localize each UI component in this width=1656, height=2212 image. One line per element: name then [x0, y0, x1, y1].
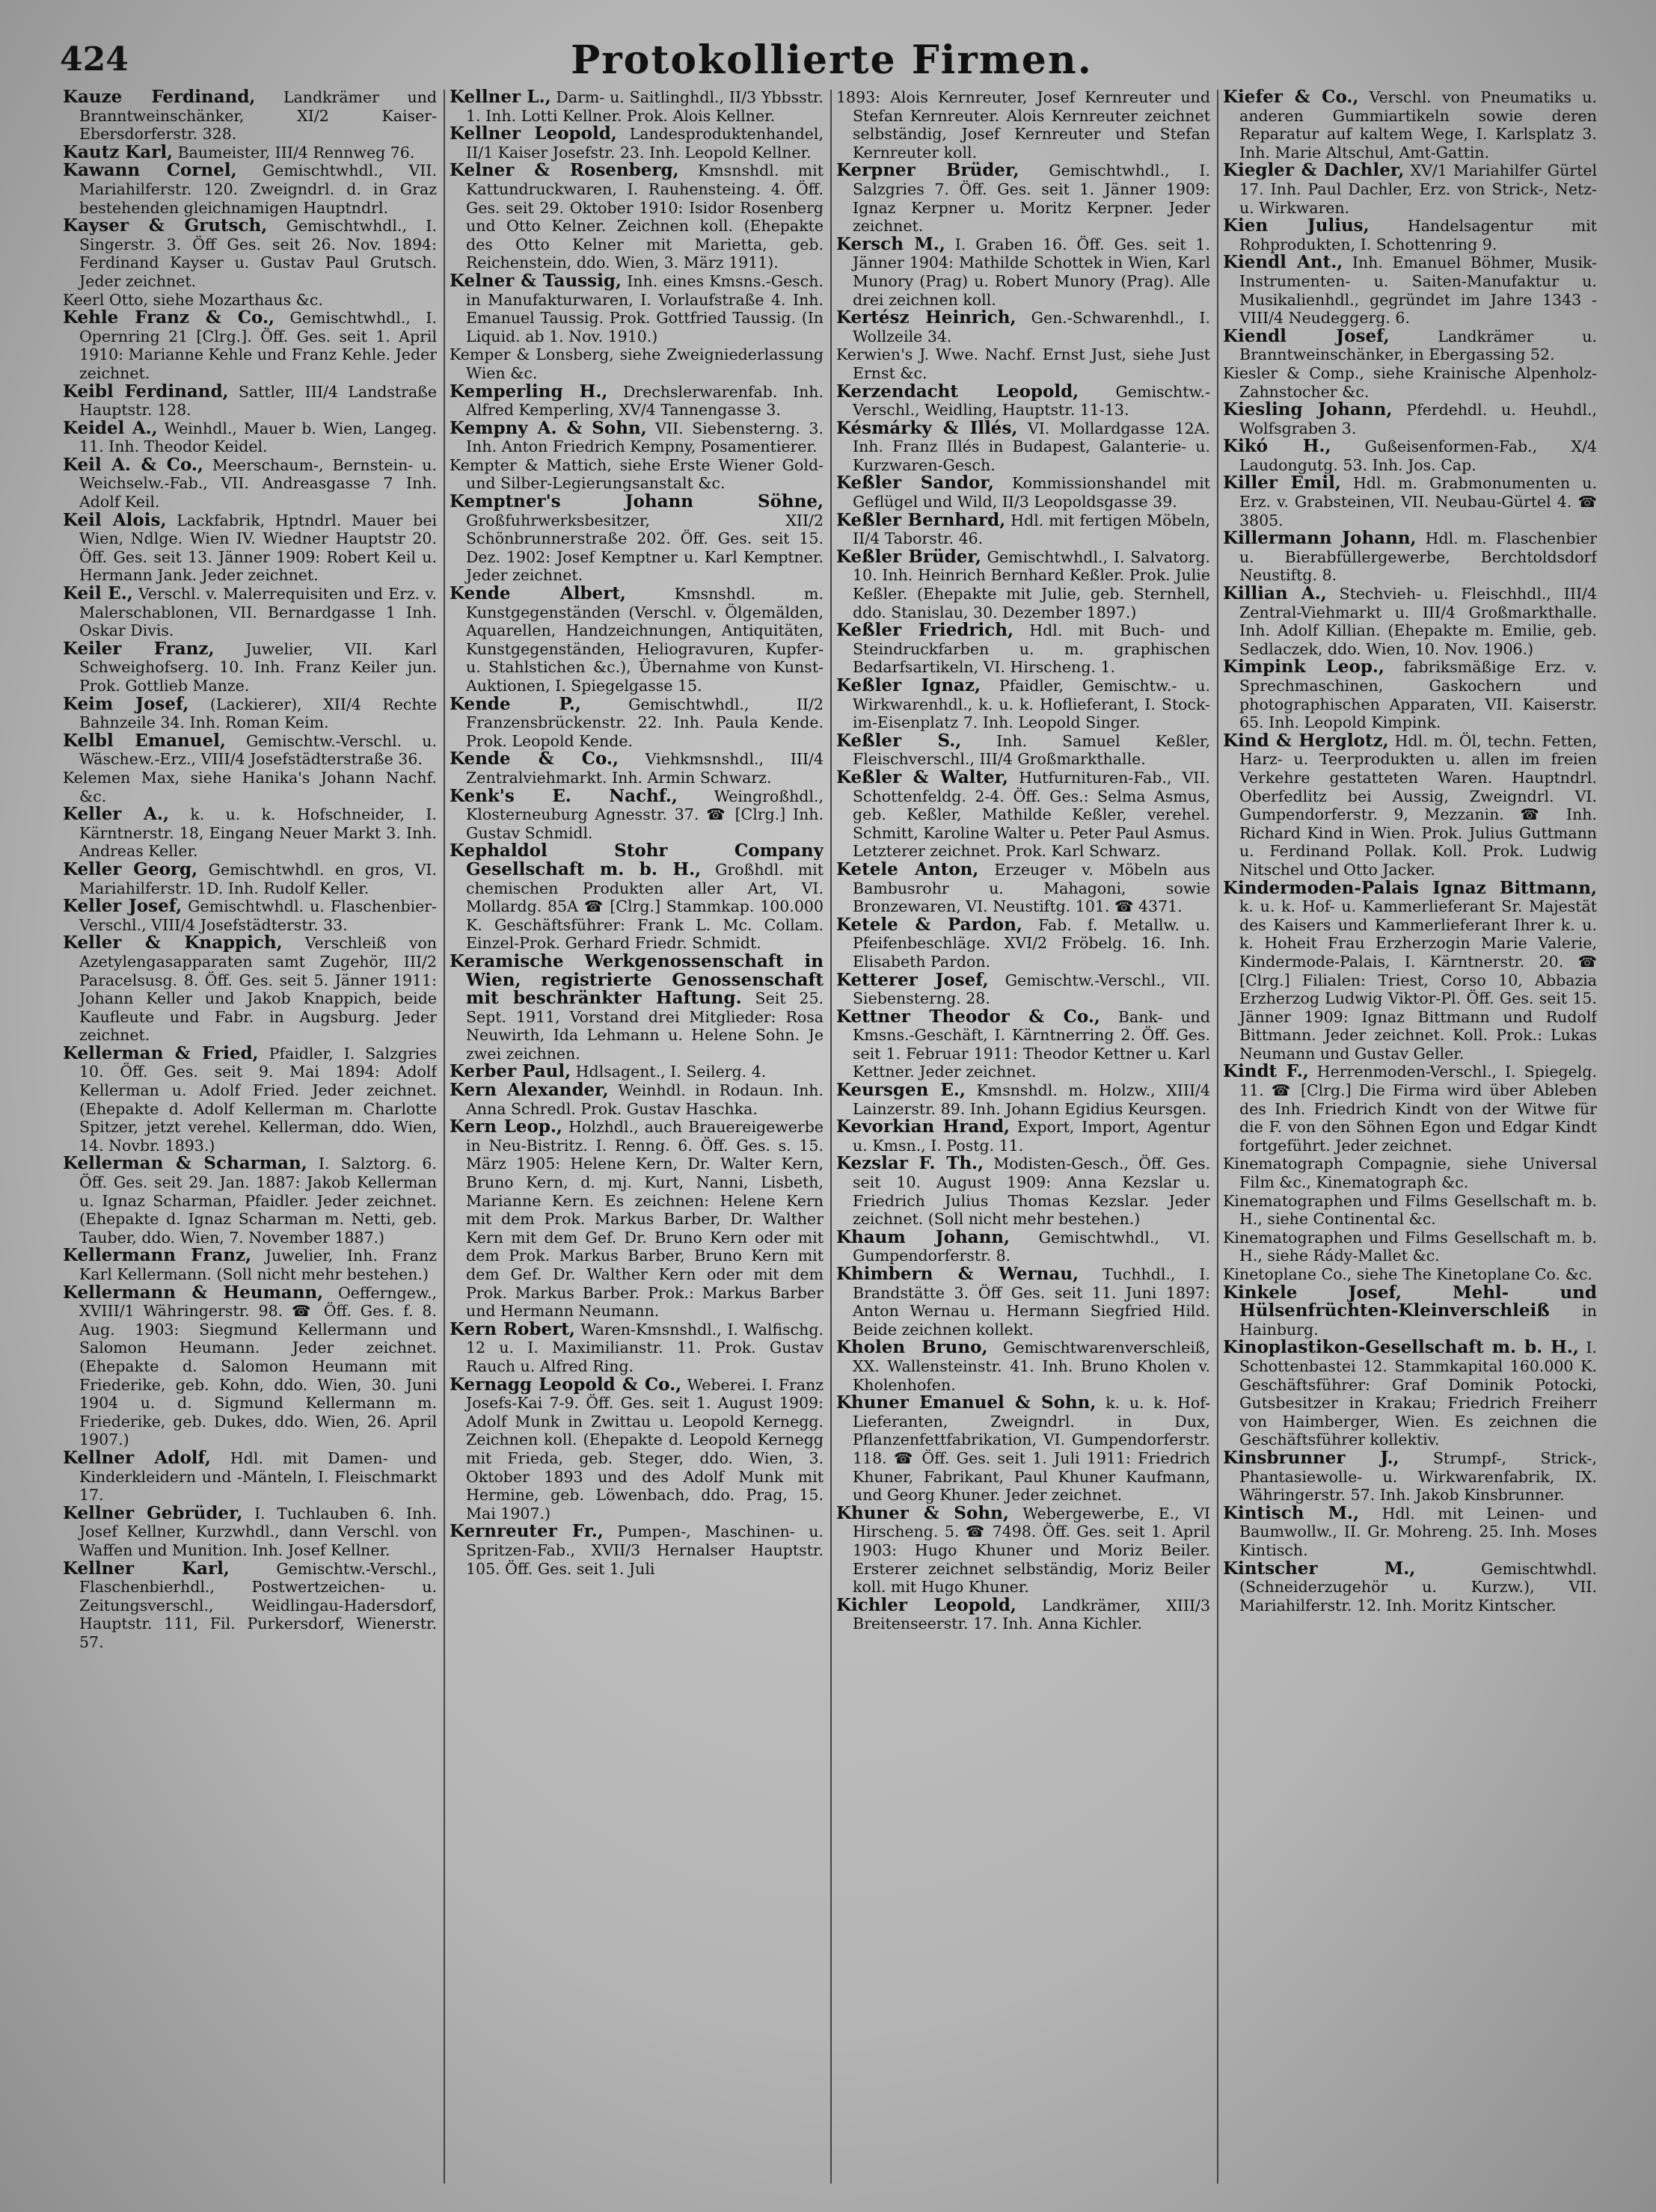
firm-entry — [1223, 658, 1597, 731]
firm-entry — [450, 1523, 824, 1578]
firm-details: Kinematographen und Films Gesellschaft m. b. H., siehe Continental &c. — [1223, 1191, 1597, 1229]
firm-name: Keßler Sandor, — [836, 473, 994, 494]
firm-entry — [1223, 879, 1597, 1063]
firm-name: Keramische Werkgenossenschaft in Wien, registrierte Genossenschaft mit beschränkter Haftung. — [450, 950, 824, 1009]
firm-entry — [450, 125, 824, 162]
firm-details: Keerl Otto, siehe Mozarthaus &c. — [63, 290, 323, 309]
firm-entry — [450, 493, 824, 585]
firm-entry — [63, 732, 437, 769]
firm-name: Kern Alexander, — [450, 1080, 609, 1101]
firm-name: Keim Josef, — [63, 693, 189, 714]
firm-entry — [836, 677, 1210, 732]
firm-name: Kayser & Grutsch, — [63, 215, 268, 236]
firm-entry — [450, 585, 824, 695]
firm-details: Landesproduktenhandel, II/1 Kaiser Josefstr. 23. Inh. Leopold Kellner. — [466, 125, 824, 162]
firm-entry — [450, 417, 824, 456]
firm-details: Gemischtwhdl. u. Flaschenbier-Verschl., VIII/4 Josefstädterstr. 33. — [79, 897, 437, 934]
firm-details: Gemischtw.-Verschl., Flaschenbierhdl., Postwertzeichen- u. Zeitungsverschl., Weidlingau-Hadersdorf, Hauptstr. 111, Fil. Purkersdorf, Wienerstr. 57. — [79, 1559, 437, 1651]
firm-name: Khimbern & Wernau, — [836, 1264, 1079, 1284]
firm-details: Holzhdl., auch Brauereigewerbe in Neu-Bistritz. I. Renng. 6. Öff. Ges. s. 15. März 1905: Helene Kern, Dr. Walter Kern, Bruno Kern, d. mj. Kurt, Nanni, Lisbeth, Marianne Kern. Es zeichnen: Helene Kern mit dem Prok. Markus Barber, Dr. Walther Kern mit dem Gef. Dr. Bruno Kern oder mit dem Prok. Markus Barber, Bruno Kern mit dem Gef. Dr. Walther Kern oder mit dem Prok. Markus Barber. Prok.: Markus Barber und Hermann Neumann. — [466, 1118, 824, 1321]
firm-entry — [450, 1081, 824, 1118]
firm-details: Gußeisenformen-Fab., X/4 Laudongutg. 53. Inh. Jos. Cap. — [1239, 437, 1597, 474]
firm-details: Pumpen-, Maschinen- u. Spritzen-Fab., XVII/3 Hernalser Hauptstr. 105. Öff. Ges. seit 1. Juli — [466, 1523, 824, 1578]
firm-details: Hdl. mit fertigen Möbeln, II/4 Taborstr. 46. — [853, 511, 1210, 548]
page-header — [60, 33, 1604, 85]
firm-entry — [63, 217, 437, 290]
firm-details: Großhdl. mit chemischen Produkten aller Art, VI. Mollardg. 85A ☎ [Clrg.] Stammkap. 100.000 K. Geschäftsführer: Frank L. Mc. Collam. Einzel-Prok. Gerhard Friedr. Schmidt. — [466, 860, 824, 953]
firm-name: Kichler Leopold, — [836, 1594, 1016, 1615]
firm-details: Hdl. m. Grabmonumenten u. Erz. v. Grabsteinen, VII. Neubau-Gürtel 4. ☎ 3805. — [1239, 474, 1597, 529]
firm-name: Kellerman & Fried, — [63, 1042, 259, 1063]
firm-name: Kellermann Franz, — [63, 1245, 252, 1266]
firm-entry — [63, 897, 437, 934]
firm-details: (Lackierer), XII/4 Rechte Bahnzeile 34. Inh. Roman Keim. — [79, 695, 437, 732]
firm-details: k. u. k. Hof- u. Kammerlieferant Sr. Majestät des Kaisers und Kammerlieferant Ihrer k. u. k. Hoheit Frau Erzherzogin Marie Valerie, Kindermode-Palais, I. Kärntnerstr. 20. ☎ [Clrg.] Filialen: Triest, Corso 10, Abbazia Erzherzog Ludwig Viktor-Pl. Öff. Ges. seit 15. Jänner 1909: Ignaz Bittmann und Rudolf Bittmann. Jeder zeichnet. Koll. Prok.: Lukas Neumann und Gustav Geller. — [1239, 897, 1597, 1063]
firm-name: Keßler & Walter, — [836, 766, 1009, 787]
firm-name: Killian A., — [1223, 583, 1327, 604]
firm-entry — [63, 1502, 437, 1560]
firm-name: Kern Robert, — [450, 1318, 575, 1339]
firm-entry — [63, 511, 437, 585]
firm-details: Gemischtwhdl. en gros, VI. Mariahilferstr. 1D. Inh. Rudolf Keller. — [79, 860, 437, 897]
firm-entry — [836, 971, 1210, 1008]
firm-details: Tuchhdl., I. Brandstätte 3. Öff Ges. seit 11. Juni 1897: Anton Wernau u. Hermann Siegfried Hild. Beide zeichnen kollekt. — [853, 1265, 1210, 1339]
firm-details: Kinematograph Compagnie, siehe Universal Film &c., Kinematograph &c. — [1223, 1155, 1597, 1192]
firm-details: VII. Siebensterng. 3. Inh. Anton Friedrich Kempny, Posamentierer. — [466, 419, 824, 456]
firm-details: Hdl. mit Leinen- und Baumwollw., II. Gr. Mohreng. 25. Inh. Moses Kintisch. — [1239, 1504, 1597, 1559]
firm-name: Keiler Franz, — [63, 638, 215, 659]
firm-entry — [1223, 1063, 1597, 1155]
page-number: 424 — [60, 40, 129, 79]
firm-entry — [1223, 1560, 1597, 1615]
firm-details: Kmsnshdl. m. Holzw., XIII/4 Lainzerstr. 89. Inh. Johann Egidius Keursgen. — [853, 1081, 1210, 1118]
firm-name: Keller & Knappich, — [63, 933, 283, 953]
firm-name: Kernreuter Fr., — [450, 1521, 604, 1542]
firm-name: Kellner Gebrüder, — [63, 1502, 243, 1523]
firm-details: fabriksmäßige Erz. v. Sprechmaschinen, Gaskochern und photographischen Apparaten, VII. Kaiserstr. 65. Inh. Leopold Kimpink. — [1239, 658, 1597, 732]
firm-details: Gemischtwhdl., I. Opernring 21 [Clrg.]. Öff. Ges. seit 1. April 1910: Marianne Kehle und Franz Kehle. Jeder zeichnet. — [79, 309, 437, 382]
firm-name: Kelner & Rosenberg, — [450, 160, 679, 181]
firm-details: XV/1 Mariahilfer Gürtel 17. Inh. Paul Dachler, Erz. von Strick-, Netz- u. Wirkwaren. — [1239, 162, 1597, 217]
firm-entry — [63, 934, 437, 1045]
firm-name: Kerber Paul, — [450, 1061, 571, 1082]
firm-entry — [836, 1339, 1210, 1394]
firm-details: Hdl. mit Buch- und Steindruckfarben u. m. graphischen Bedarfsartikeln, VI. Hirscheng. 1. — [853, 621, 1210, 677]
firm-name: Kevorkian Hrand, — [836, 1116, 1011, 1137]
firm-details: Kmsnshdl. m. Kunstgegenständen (Verschl. v. Ölgemälden, Aquarellen, Handzeichnungen, Antiquitäten, Kunstgegenständen, Heliogravuren, Kupfer- u. Stahlstichen &c.), Übernahme von Kunst-Auktionen, I. Spiegelgasse 15. — [466, 585, 824, 695]
firm-entry — [63, 88, 437, 144]
firm-name: Kerpner Brüder, — [836, 160, 1019, 181]
firm-name: Keursgen E., — [836, 1080, 966, 1101]
firm-name: Keidel A., — [63, 417, 158, 438]
firm-details: Kempter & Mattich, siehe Erste Wiener Gold- und Silber-Legierungsanstalt &c. — [450, 455, 824, 493]
firm-name: Khuner & Sohn, — [836, 1502, 1009, 1523]
firm-name: Kellermann & Heumann, — [63, 1282, 324, 1303]
firm-details: Gemischtwhdl., VII. Mariahilferstr. 120. Zweigndrl. d. in Graz bestehenden gleichnamigen Hauptndrl. — [79, 162, 437, 217]
firm-entry — [1223, 1265, 1597, 1284]
firm-entry — [836, 1502, 1210, 1597]
firm-details: Weinhdl. in Rodaun. Inh. Anna Schredl. Prok. Gustav Haschka. — [466, 1081, 824, 1118]
firm-entry — [1223, 401, 1597, 437]
firm-details: Export, Import, Agentur u. Kmsn., I. Postg. 11. — [853, 1118, 1210, 1155]
page-title: Protokollierte Firmen. — [571, 37, 1093, 83]
firm-entry — [63, 1449, 437, 1505]
firm-entry — [450, 1376, 824, 1523]
firm-name: Kiendl Ant., — [1223, 252, 1343, 273]
firm-name: Kimpink Leop., — [1223, 657, 1384, 678]
firm-name: Kernagg Leopold & Co., — [450, 1374, 682, 1395]
firm-details: k. u. k. Hofschneider, I. Kärntnerstr. 18, Eingang Neuer Markt 3. Inh. Andreas Keller. — [79, 805, 437, 861]
firm-name: Kellner Karl, — [63, 1558, 230, 1579]
firm-entry — [63, 162, 437, 217]
firm-entry — [63, 805, 437, 861]
firm-details: Landkrämer u. Branntweinschänker, in Ebergassing 52. — [1239, 327, 1597, 364]
firm-name: Kinkele Josef, Mehl- und Hülsenfrüchten-Kleinverschleiß — [1223, 1282, 1597, 1321]
firm-name: Kemptner's Johann Söhne, — [450, 491, 824, 512]
firm-details: Bank- und Kmsns.-Geschäft, I. Kärntnerring 2. Öff. Ges. seit 1. Februar 1911: Theodor Kettner u. Karl Kettner. Jeder zeichnet. — [853, 1007, 1210, 1081]
entry-columns — [63, 88, 1604, 2197]
firm-name: Kien Julius, — [1223, 215, 1370, 236]
firm-details: k. u. k. Hof-Lieferanten, Zweigndrl. in Dux, Pflanzenfettfabrikation, VI. Gumpendorferstr. 118. ☎ Öff. Ges. seit 1. Juli 1911: Friedrich Khuner, Fabrikant, Paul Khuner Kaufmann, und Georg Khuner. Jeder zeichnet. — [853, 1394, 1210, 1505]
firm-name: Keil A. & Co., — [63, 454, 203, 475]
firm-entry — [1223, 1192, 1597, 1229]
firm-details: Gemischtwarenverschleiß, XX. Wallensteinstr. 41. Inh. Bruno Kholen v. Kholenhofen. — [853, 1339, 1210, 1394]
firm-entry — [1223, 732, 1597, 879]
firm-details: Kerwien's J. Wwe. Nachf. Ernst Just, siehe Just Ernst &c. — [836, 345, 1210, 382]
firm-details: Gemischtwhdl., I. Salvatorg. 10. Inh. Heinrich Bernhard Keßler. Prok. Julie Keßler. (Ehepakte mit Julie, geb. Sternhell, ddo. Stanislau, 30. Dezember 1897.) — [853, 547, 1210, 621]
firm-details: Landkrämer und Branntweinschänker, XI/2 Kaiser-Ebersdorferstr. 328. — [79, 88, 437, 144]
firm-name: Kinsbrunner J., — [1223, 1447, 1399, 1468]
firm-entry — [450, 345, 824, 382]
firm-details: 1893: Alois Kernreuter, Josef Kernreuter und Stefan Kernreuter. Alois Kernreuter zeichnet selbständig, Josef Kernreuter und Stefan Kernreuter koll. — [836, 88, 1210, 162]
firm-details: I. Tuchlauben 6. Inh. Josef Kellner, Kurzwhdl., dann Verschl. von Waffen und Munition. Inh. Josef Kellner. — [79, 1504, 437, 1559]
firm-entry — [1223, 1339, 1597, 1449]
firm-name: Kern Leop., — [450, 1116, 562, 1137]
firm-details: Gemischtwhdl., I. Salzgries 7. Öff. Ges. seit 1. Jänner 1909: Ignaz Kerpner u. Moritz Kerpner. Jeder zeichnet. — [853, 162, 1210, 236]
firm-entry — [836, 233, 1210, 309]
firm-name: Kindt F., — [1223, 1061, 1309, 1082]
firm-details: Inh. eines Kmsns.-Gesch. in Manufakturwaren, I. Vorlaufstraße 4. Inh. Emanuel Taussig. Prok. Gottfried Taussig. (In Liquid. ab 1. Nov. 1910.) — [466, 271, 824, 345]
firm-name: Keßler Brüder, — [836, 546, 981, 567]
firm-entry — [63, 1247, 437, 1283]
firm-details: Oefferngew., XVIII/1 Währingerstr. 98. ☎ Öff. Ges. f. 8. Aug. 1903: Siegmund Kellermann und Salomon Heumann. Jeder zeichnet. (Ehepakte d. Salomon Heumann mit Friederike, geb. Kohn, ddo. Wien, 30. Juni 1904 u. d. Sigmund Kellermann m. Friederike, geb. Dukes, ddo. Wien, 26. April 1907.) — [79, 1283, 437, 1449]
firm-name: Kezslar F. Th., — [836, 1153, 984, 1174]
firm-details: Webergewerbe, E., VI Hirscheng. 5. ☎ 7498. Öff. Ges. seit 1. April 1903: Hugo Khuner und Moriz Beiler. Ersterer zeichnet selbständig, Moriz Beiler koll. mit Hugo Khuner. — [853, 1504, 1210, 1597]
firm-name: Keibl Ferdinand, — [63, 381, 229, 402]
firm-entry — [63, 640, 437, 695]
firm-details: Kemper & Lonsberg, siehe Zweigniederlassung Wien &c. — [450, 345, 824, 382]
firm-entry — [836, 916, 1210, 971]
firm-name: Kempny A. & Sohn, — [450, 417, 647, 438]
column-2 — [450, 88, 824, 2197]
firm-details: Darm- u. Saitlinghdl., II/3 Ybbsstr. 1. Inh. Lotti Kellner. Prok. Alois Kellner. — [466, 88, 824, 125]
firm-entry — [450, 695, 824, 751]
firm-entry — [1223, 217, 1597, 254]
firm-name: Keßler Ignaz, — [836, 675, 981, 695]
firm-name: Kellner L., — [450, 88, 551, 107]
firm-entry — [836, 417, 1210, 475]
firm-details: Pfaidler, Gemischtw.- u. Wirkwarenhdl., k. u. k. Hoflieferant, I. Stock-im-Eisenplatz 7. Inh. Leopold Singer. — [853, 677, 1210, 732]
firm-details: Gemischtwhdl. (Schneiderzugehör u. Kurzw.), VII. Mariahilferstr. 12. Inh. Moritz Kintscher. — [1239, 1559, 1597, 1615]
firm-name: Kiefer & Co., — [1223, 88, 1359, 107]
firm-entry — [836, 1226, 1210, 1265]
firm-entry — [63, 417, 437, 456]
firm-details: Verschleiß von Azetylengasapparaten samt Zugehör, III/2 Paracelsusg. 8. Öff. Ges. seit 5. Jänner 1911: Johann Keller und Jakob Knappich, beide Kaufleute und Fabr. in Augsburg. Jeder zeichnet. — [79, 934, 437, 1045]
firm-entry — [1223, 1449, 1597, 1505]
firm-entry — [836, 1265, 1210, 1339]
firm-details: Juwelier, VII. Karl Schweighofserg. 10. Inh. Franz Keiler jun. Prok. Gottlieb Manze. — [79, 639, 437, 695]
firm-entry — [450, 842, 824, 953]
firm-details: Hutfurnituren-Fab., VII. Schottenfeldg. 2-4. Öff. Ges.: Selma Asmus, geb. Keßler, Mathilde Keßler, verehel. Schmitt, Karoline Walter u. Peter Paul Asmus. Letzterer zeichnet. Prok. Karl Schwarz. — [853, 768, 1210, 861]
firm-name: Kelbl Emanuel, — [63, 730, 226, 751]
firm-name: Kerzendacht Leopold, — [836, 381, 1079, 402]
firm-name: Kende P., — [450, 693, 581, 714]
firm-details: Fab. f. Metallw. u. Pfeifenbeschläge. XVI/2 Fröbelg. 16. Inh. Elisabeth Pardon. — [853, 915, 1210, 971]
firm-entry — [1223, 162, 1597, 217]
firm-name: Khaum Johann, — [836, 1226, 1011, 1247]
firm-name: Khuner Emanuel & Sohn, — [836, 1392, 1097, 1413]
firm-entry — [1223, 88, 1597, 162]
firm-entry — [450, 272, 824, 345]
firm-entry — [836, 345, 1210, 382]
firm-name: Késmárky & Illés, — [836, 417, 1018, 438]
firm-name: Kikó H., — [1223, 436, 1331, 457]
firm-details: Gemischtw.-Verschl. u. Wäschew.-Erz., VIII/4 Josefstädterstraße 36. — [79, 731, 437, 769]
firm-name: Kenk's E. Nachf., — [450, 785, 678, 806]
firm-details: Pfaidler, I. Salzgries 10. Öff. Ges. seit 9. Mai 1894: Adolf Kellerman u. Adolf Fried. Jeder zeichnet. (Ehepakte d. Adolf Kellerman m. Charlotte Spitzer, jetzt verehel. Kellerman, ddo. Wien, 14. Novbr. 1893.) — [79, 1044, 437, 1155]
firm-entry — [63, 695, 437, 732]
firm-name: Kintscher M., — [1223, 1558, 1416, 1579]
firm-details: I. Schottenbastei 12. Stammkapital 160.000 K. Geschäftsführer: Graf Dominik Potocki, Gutsbesitzer in Krakau; Friedrich Freiherr von Haimberger, Wien. Es zeichnen die Geschäftsführer kollektiv. — [1239, 1339, 1597, 1449]
firm-name: Kende & Co., — [450, 749, 619, 769]
firm-name: Keller Georg, — [63, 858, 198, 879]
firm-entry — [836, 732, 1210, 769]
firm-entry — [836, 383, 1210, 420]
firm-name: Kende Albert, — [450, 583, 626, 604]
firm-details: Erzeuger v. Möbeln aus Bambusrohr u. Mahagoni, sowie Bronzewaren, VI. Neustiftg. 101. ☎ 4371. — [853, 860, 1210, 916]
firm-entry — [450, 950, 824, 1063]
firm-details: Viehkmsnshdl., III/4 Zentralviehmarkt. Inh. Armin Schwarz. — [466, 750, 824, 787]
firm-name: Killermann Johann, — [1223, 528, 1417, 549]
firm-entry — [63, 1155, 437, 1247]
firm-details: Hdl. m. Flaschenbier u. Bierabfüllergewerbe, Berchtoldsdorf Neustiftg. 8. — [1239, 529, 1597, 585]
firm-entry — [63, 1284, 437, 1449]
firm-details: Stechvieh- u. Fleischhdl., III/4 Zentral-Viehmarkt u. III/4 Großmarkthalle. Inh. Adolf Killian. (Ehepakte m. Emilie, geb. Sedlaczek, ddo. Wien, 10. Nov. 1906.) — [1239, 585, 1597, 658]
firm-name: Kellerman & Scharman, — [63, 1153, 307, 1174]
firm-name: Kertész Heinrich, — [836, 307, 1016, 328]
firm-entry — [836, 474, 1210, 511]
firm-entry — [836, 766, 1210, 861]
firm-name: Kiesling Johann, — [1223, 399, 1393, 420]
firm-details: Weberei. I. Franz Josefs-Kai 7-9. Öff. Ges. seit 1. August 1909: Adolf Munk in Zwittau u. Leopold Kernegg. Zeichnen koll. (Ehepakte d. Leopold Kernegg mit Frieda, geb. Steger, ddo. Wien, 3. Oktober 1893 und des Adolf Munk mit Hermine, geb. Löwenbach, ddo. Prag, 15. Mai 1907.) — [466, 1375, 824, 1523]
firm-entry — [63, 769, 437, 805]
firm-name: Keller A., — [63, 804, 170, 825]
firm-name: Kawann Cornel, — [63, 160, 237, 181]
firm-entry — [836, 1594, 1210, 1633]
firm-entry — [836, 511, 1210, 548]
firm-name: Kephaldol Stohr Company Gesellschaft m. b. H., — [450, 841, 824, 879]
firm-details: in Hainburg. — [1239, 1302, 1597, 1339]
firm-entry — [1223, 529, 1597, 585]
firm-entry — [63, 1560, 437, 1652]
firm-entry — [836, 1394, 1210, 1505]
firm-details: Juwelier, Inh. Franz Karl Kellermann. (Soll nicht mehr bestehen.) — [79, 1247, 437, 1283]
firm-entry — [1223, 1284, 1597, 1339]
firm-name: Kemperling H., — [450, 381, 608, 402]
firm-entry — [450, 456, 824, 493]
firm-entry — [63, 383, 437, 420]
firm-name: Killer Emil, — [1223, 473, 1341, 494]
firm-name: Keil Alois, — [63, 509, 167, 530]
firm-entry — [1223, 325, 1597, 364]
firm-entry — [450, 750, 824, 787]
firm-details: Landkrämer, XIII/3 Breitenseerstr. 17. Inh. Anna Kichler. — [853, 1596, 1210, 1633]
firm-details: Inh. Emanuel Böhmer, Musik-Instrumenten- u. Saiten-Manufaktur u. Musikalienhdl., gegründet im Jahre 1343 - VIII/4 Neudeggerg. 6. — [1239, 254, 1597, 328]
firm-entry — [63, 456, 437, 511]
firm-entry — [63, 291, 437, 310]
firm-details: Hdl. mit Damen- und Kinderkleidern und -Mänteln, I. Fleischmarkt 17. — [79, 1448, 437, 1505]
firm-details: Strumpf-, Strick-, Phantasiewolle- u. Wirkwarenfabrik, IX. Währingerstr. 57. Inh. Jakob Kinsbrunner. — [1239, 1448, 1597, 1505]
firm-name: Kiendl Josef, — [1223, 325, 1390, 346]
firm-entry — [450, 383, 824, 420]
firm-details: Sattler, III/4 Landstraße Hauptstr. 128. — [79, 382, 437, 420]
firm-entry — [1223, 437, 1597, 474]
firm-details: Kmsnshdl. mit Kattundruckwaren, I. Rauhensteing. 4. Öff. Ges. seit 29. Oktober 1910: Isidor Rosenberg und Otto Kelner. Zeichnen koll. (Ehepakte des Otto Kelner mit Marietta, geb. Reichenstein, ddo. Wien, 3. März 1911). — [466, 162, 824, 272]
firm-entry — [836, 1008, 1210, 1081]
firm-entry — [836, 88, 1210, 162]
firm-entry — [63, 1042, 437, 1155]
column-1 — [63, 88, 437, 2197]
firm-entry — [1223, 364, 1597, 401]
firm-name: Kersch M., — [836, 233, 945, 254]
firm-details: Kiesler & Comp., siehe Krainische Alpenholz-Zahnstocher &c. — [1223, 363, 1597, 401]
firm-entry — [450, 88, 824, 125]
firm-name: Keller Josef, — [63, 896, 183, 917]
firm-name: Kind & Herglotz, — [1223, 730, 1389, 751]
firm-details: Seit 25. Sept. 1911, Vorstand drei Mitglieder: Rosa Neuwirth, Ida Lehmann u. Helene Sohn. Je zwei zeichnen. — [466, 989, 824, 1063]
firm-details: Kinematographen und Films Gesellschaft m. b. H., siehe Rády-Mallet &c. — [1223, 1228, 1597, 1265]
firm-name: Kinoplastikon-Gesellschaft m. b. H., — [1223, 1337, 1579, 1358]
firm-name: Kellner Leopold, — [450, 123, 617, 144]
firm-name: Ketele & Pardon, — [836, 914, 1022, 935]
firm-name: Kettner Theodor & Co., — [836, 1006, 1100, 1027]
firm-name: Keßler S., — [836, 730, 962, 751]
column-4 — [1223, 88, 1597, 2197]
firm-details: Weinhdl., Mauer b. Wien, Langeg. 11. Inh. Theodor Keidel. — [79, 419, 437, 456]
firm-details: Inh. Samuel Keßler, Fleischverschl., III/4 Großmarkthalle. — [853, 731, 1210, 769]
firm-details: Kelemen Max, siehe Hanika's Johann Nachf. &c. — [63, 768, 437, 805]
firm-entry — [450, 1063, 824, 1081]
firm-entry — [1223, 1155, 1597, 1191]
firm-details: Waren-Kmsnshdl., I. Walfischg. 12 u. I. Maximilianstr. 11. Prok. Gustav Rauch u. Alfred Ring. — [466, 1320, 824, 1375]
firm-details: Weingroßhdl., Klosterneuburg Agnesstr. 37. ☎ [Clrg.] Inh. Gustav Schmidl. — [466, 787, 824, 842]
firm-entry — [836, 858, 1210, 916]
firm-details: Lackfabrik, Hptndrl. Mauer bei Wien, Ndlge. Wien IV. Wiedner Hauptstr 20. Öff. Ges. seit 13. Jänner 1909: Robert Keil u. Hermann Jank. Jeder zeichnet. — [79, 511, 437, 585]
firm-name: Keßler Friedrich, — [836, 620, 1013, 641]
firm-entry — [1223, 1502, 1597, 1560]
firm-entry — [836, 1118, 1210, 1155]
firm-details: Gemischtw.-Verschl., Weidling, Hauptstr. 11-13. — [853, 382, 1210, 420]
firm-name: Kehle Franz & Co., — [63, 307, 275, 328]
firm-details: Baumeister, III/4 Rennweg 76. — [173, 143, 415, 162]
firm-entry — [836, 162, 1210, 235]
firm-entry — [836, 548, 1210, 621]
firm-entry — [836, 621, 1210, 677]
firm-details: Gemischtwhdl., VI. Gumpendorferstr. 8. — [853, 1228, 1210, 1265]
firm-entry — [1223, 474, 1597, 529]
firm-details: Herrenmoden-Verschl., I. Spiegelg. 11. ☎ [Clrg.] Die Firma wird über Ableben des Inh. Friedrich Kindt von der Witwe für die F. von den Söhnen Egon und Edgar Kindt fortgeführt. Jeder zeichnet. — [1239, 1063, 1597, 1155]
firm-name: Kholen Bruno, — [836, 1337, 988, 1358]
firm-details: Hdl. m. Öl, techn. Fetten, Harz- u. Teerprodukten u. allen im freien Verkehre gestatteten Waren. Hauptndrl. Oberfedlitz bei Aussig, Zweigndrl. VI. Gumpendorferstr. 9, Mezzanin. ☎ Inh. Richard Kind in Wien. Prok. Julius Guttmann u. Ferdinand Pollak. Koll. Prok. Ludwig Nitschel und Otto Jacker. — [1239, 731, 1597, 879]
firm-details: Verschl. von Pneumatiks u. anderen Gummiartikeln sowie deren Reparatur auf kaltem Wege, I. Karlsplatz 3. Inh. Marie Altschul, Amt-Gattin. — [1239, 88, 1597, 162]
firm-entry — [836, 309, 1210, 345]
firm-details: Verschl. v. Malerrequisiten und Erz. v. Malerschablonen, VII. Bernardgasse 1 Inh. Oskar Divis. — [79, 585, 437, 640]
firm-details: VI. Mollardgasse 12A. Inh. Franz Illés in Budapest, Galanterie- u. Kurzwaren-Gesch. — [853, 419, 1210, 474]
firm-name: Kauze Ferdinand, — [63, 88, 256, 107]
firm-entry — [450, 787, 824, 843]
firm-name: Kellner Adolf, — [63, 1447, 211, 1468]
firm-name: Kintisch M., — [1223, 1502, 1360, 1523]
firm-entry — [836, 1155, 1210, 1228]
firm-details: Pferdehdl. u. Heuhdl., Wolfsgraben 3. — [1239, 401, 1597, 437]
firm-entry — [63, 141, 437, 162]
firm-details: Gemischtwhdl., I. Singerstr. 3. Öff Ges. seit 26. Nov. 1894: Ferdinand Kayser u. Gustav Paul Grutsch. Jeder zeichnet. — [79, 217, 437, 290]
firm-name: Kiegler & Dachler, — [1223, 160, 1405, 181]
firm-details: Handelsagentur mit Rohprodukten, I. Schottenring 9. — [1239, 217, 1597, 254]
firm-name: Keil E., — [63, 583, 133, 604]
firm-details: I. Salztorg. 6. Öff. Ges. seit 29. Jan. 1887: Jakob Kellerman u. Ignaz Scharman, Pfaidler. Jeder zeichnet. (Ehepakte d. Ignaz Scharman m. Netti, geb. Tauber, ddo. Wien, 7. November 1887.) — [79, 1155, 437, 1247]
firm-entry — [63, 585, 437, 640]
column-3 — [836, 88, 1210, 2197]
firm-name: Kindermoden-Palais Ignaz Bittmann, — [1223, 877, 1597, 898]
firm-details: Drechslerwarenfab. Inh. Alfred Kemperling, XV/4 Tannengasse 3. — [466, 382, 824, 420]
firm-details: Meerschaum-, Bernstein- u. Weichselw.-Fab., VII. Andreasgasse 7 Inh. Adolf Keil. — [79, 455, 437, 511]
firm-details: Gemischtwhdl., II/2 Franzensbrückenstr. 22. Inh. Paula Kende. Prok. Leopold Kende. — [466, 695, 824, 750]
firm-entry — [450, 1318, 824, 1376]
firm-name: Keßler Bernhard, — [836, 509, 1006, 530]
firm-name: Kelner & Taussig, — [450, 270, 622, 291]
firm-entry — [450, 1118, 824, 1321]
firm-details: Kinetoplane Co., siehe The Kinetoplane Co. &c. — [1223, 1265, 1592, 1283]
firm-details: Gen.-Schwarenhdl., I. Wollzeile 34. — [853, 309, 1210, 345]
firm-entry — [836, 1081, 1210, 1118]
firm-details: Hdlsagent., I. Seilerg. 4. — [571, 1063, 767, 1081]
firm-entry — [63, 858, 437, 897]
firm-name: Kautz Karl, — [63, 141, 174, 162]
firm-entry — [63, 309, 437, 382]
firm-details: Gemischtw.-Verschl., VII. Siebensterng. 28. — [853, 971, 1210, 1008]
firm-name: Ketterer Josef, — [836, 969, 989, 990]
firm-entry — [1223, 254, 1597, 327]
firm-entry — [1223, 585, 1597, 658]
firm-name: Ketele Anton, — [836, 858, 979, 879]
firm-details: Kommissionshandel mit Geflügel und Wild, II/3 Leopoldsgasse 39. — [853, 474, 1210, 511]
firm-details: Großfuhrwerksbesitzer, XII/2 Schönbrunnerstraße 202. Öff. Ges. seit 15. Dez. 1902: Josef Kemptner u. Karl Kemptner. Jeder zeichnet. — [466, 511, 824, 585]
firm-entry — [1223, 1229, 1597, 1265]
firm-details: I. Graben 16. Öff. Ges. seit 1. Jänner 1904: Mathilde Schottek in Wien, Karl Munory (Prag) u. Robert Munory (Prag). Alle drei zeichnen koll. — [853, 235, 1210, 309]
firm-details: Modisten-Gesch., Öff. Ges. seit 10. August 1909: Anna Kezslar u. Friedrich Julius Thomas Kezslar. Jeder zeichnet. (Soll nicht mehr bestehen.) — [853, 1155, 1210, 1229]
firm-entry — [450, 162, 824, 272]
